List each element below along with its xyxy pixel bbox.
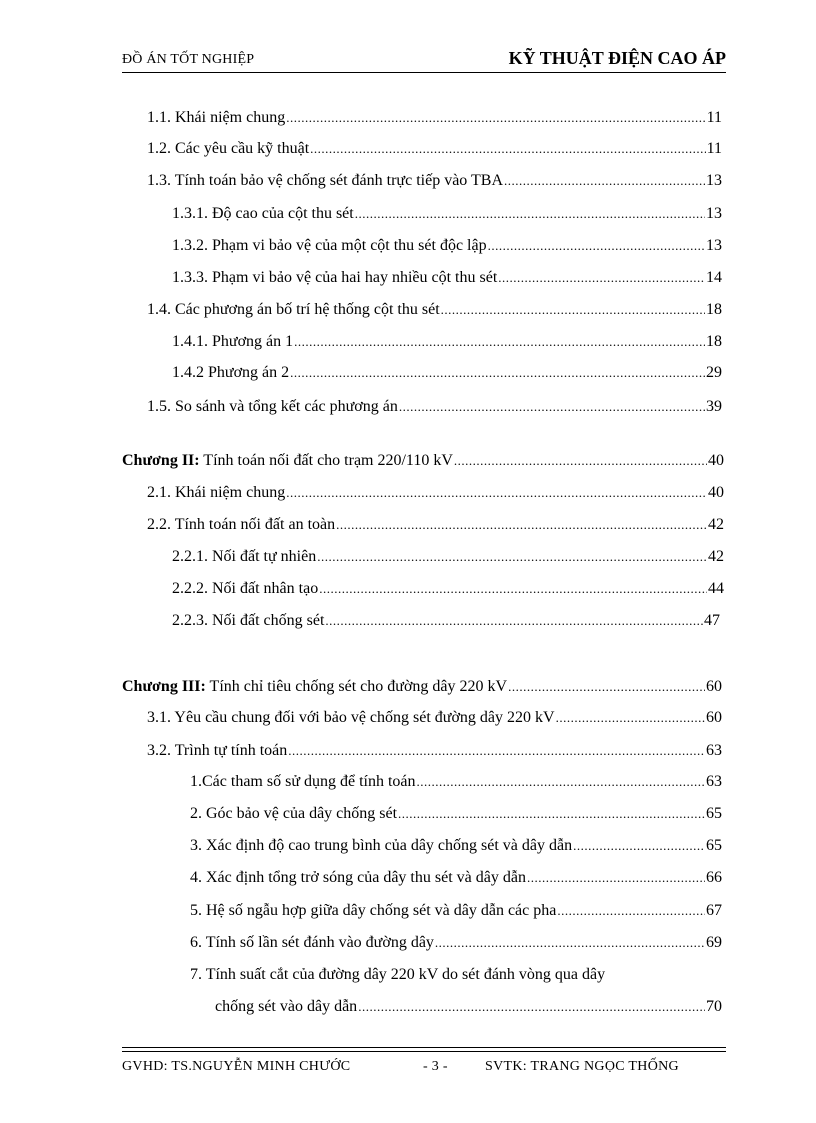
leader-dots <box>398 806 705 822</box>
toc-entry <box>147 742 722 760</box>
toc-entry <box>172 205 722 223</box>
toc-entry-page: 47 <box>704 612 720 629</box>
toc-entry <box>147 140 722 158</box>
leader-dots <box>417 774 705 790</box>
toc-entry <box>190 837 722 855</box>
toc-entry <box>172 364 722 382</box>
toc-entry-label: Chương II: Tính toán nối đất cho trạm 220/110 kV <box>122 452 453 469</box>
toc-entry <box>190 869 722 887</box>
toc-entry <box>147 516 724 534</box>
header-left: ĐỒ ÁN TỐT NGHIỆP <box>122 52 255 67</box>
toc-entry-label: 1.4.1. Phương án 1 <box>172 333 294 350</box>
toc-entry-label: 2. Góc bảo vệ của dây chống sét <box>190 805 398 822</box>
toc-entry-label: 1.1. Khái niệm chung <box>147 109 286 126</box>
toc-entry <box>147 109 722 127</box>
toc-entry-page: 69 <box>706 934 722 951</box>
toc-entry-page: 11 <box>706 140 722 157</box>
toc-entry-label: 7. Tính suất cắt của đường dây 220 kV do sét đánh vòng qua dây <box>190 966 606 983</box>
leader-dots <box>294 334 705 350</box>
toc-entry <box>172 580 724 598</box>
toc-entry <box>190 934 722 952</box>
leader-dots <box>527 870 705 886</box>
leader-dots <box>310 141 705 157</box>
toc-entry-page: 63 <box>706 773 722 790</box>
toc-entry-page: 65 <box>706 805 722 822</box>
leader-dots <box>557 903 705 919</box>
toc-entry-page: 60 <box>706 709 722 726</box>
header-rule <box>122 72 726 73</box>
toc-entry <box>215 998 722 1016</box>
toc-entry-page: 39 <box>706 398 722 415</box>
toc-entry-page: 65 <box>706 837 722 854</box>
leader-dots <box>336 517 707 533</box>
leader-dots <box>288 743 705 759</box>
toc-entry-page: 66 <box>706 869 722 886</box>
leader-dots <box>358 999 705 1015</box>
toc-entry-page: 44 <box>708 580 724 597</box>
toc-entry-label: 1.2. Các yêu cầu kỹ thuật <box>147 140 310 157</box>
header-right: KỸ THUẬT ĐIỆN CAO ÁP <box>508 48 726 68</box>
toc-entry-page: 42 <box>708 548 724 565</box>
toc-entry-label: 1.5. So sánh và tổng kết các phương án <box>147 398 398 415</box>
toc-entry-label: 3. Xác định độ cao trung bình của dây chống sét và dây dẫn <box>190 837 573 854</box>
leader-dots <box>454 453 707 469</box>
toc-entry-page: 70 <box>706 998 722 1015</box>
leader-dots <box>504 173 705 189</box>
toc-entry-label: 6. Tính số lần sét đánh vào đường dây <box>190 934 434 951</box>
toc-entry <box>147 484 724 502</box>
toc-entry-page: 14 <box>706 269 722 286</box>
toc-entry-label: 1.3.1. Độ cao của cột thu sét <box>172 205 354 222</box>
toc-entry-label: 1.3.2. Phạm vi bảo vệ của một cột thu sét độc lập <box>172 237 487 254</box>
leader-dots <box>286 110 705 126</box>
toc-entry-page: 18 <box>706 333 722 350</box>
toc-entry-label: Chương III: Tính chỉ tiêu chống sét cho đường dây 220 kV <box>122 678 508 695</box>
leader-dots <box>488 238 705 254</box>
toc-entry-page: 13 <box>706 205 722 222</box>
toc-entry <box>172 237 722 255</box>
toc-entry-label: 1.Các tham số sử dụng để tính toán <box>190 773 416 790</box>
footer-student: SVTK: TRANG NGỌC THỐNG <box>485 1059 679 1074</box>
toc-entry-label: 4. Xác định tổng trở sóng của dây thu sét và dây dẫn <box>190 869 526 886</box>
toc-entry <box>147 709 722 727</box>
leader-dots <box>319 581 707 597</box>
toc-entry-page: 13 <box>706 237 722 254</box>
leader-dots <box>573 838 705 854</box>
toc-entry-page: 60 <box>706 678 722 695</box>
toc-entry-label: 2.2. Tính toán nối đất an toàn <box>147 516 336 533</box>
toc-entry-label: 3.1. Yêu cầu chung đối với bảo vệ chống sét đường dây 220 kV <box>147 709 555 726</box>
toc-entry-page: 13 <box>706 172 722 189</box>
toc-entry-page: 29 <box>706 364 722 381</box>
toc-entry-label: 5. Hệ số ngẫu hợp giữa dây chống sét và dây dẫn các pha <box>190 902 557 919</box>
leader-dots <box>355 206 705 222</box>
leader-dots <box>286 485 707 501</box>
chapter-prefix: Chương II: <box>122 452 200 469</box>
footer-advisor: GVHD: TS.NGUYỄN MINH CHƯỚC <box>122 1059 351 1074</box>
toc-entry-label: 1.4.2 Phương án 2 <box>172 364 290 381</box>
leader-dots <box>441 302 705 318</box>
toc-entry-page: 40 <box>708 452 724 469</box>
toc-entry <box>147 398 722 416</box>
toc-entry <box>147 172 722 190</box>
toc-entry-page: 11 <box>706 109 722 126</box>
toc-entry-label: 2.2.1. Nối đất tự nhiên <box>172 548 317 565</box>
leader-dots <box>399 399 705 415</box>
toc-entry <box>172 548 724 566</box>
toc-entry-page: 18 <box>706 301 722 318</box>
toc-entry <box>147 301 722 319</box>
toc-entry <box>190 805 722 823</box>
toc-entry <box>190 773 722 791</box>
leader-dots <box>498 270 705 286</box>
toc-entry <box>122 452 724 470</box>
toc-entry-label: 2.1. Khái niệm chung <box>147 484 286 501</box>
toc-entry-label: 1.4. Các phương án bố trí hệ thống cột thu sét <box>147 301 440 318</box>
leader-dots <box>435 935 705 951</box>
toc-entry-page: 63 <box>706 742 722 759</box>
toc-entry-page: 67 <box>706 902 722 919</box>
footer-page-number: - 3 - <box>423 1059 448 1074</box>
leader-dots <box>508 679 705 695</box>
toc-entry <box>190 966 605 984</box>
toc-entry-page: 42 <box>708 516 724 533</box>
footer-rule-1 <box>122 1047 726 1048</box>
toc-entry-label: 1.3. Tính toán bảo vệ chống sét đánh trực tiếp vào TBA <box>147 172 504 189</box>
leader-dots <box>290 365 705 381</box>
toc-entry-label: 2.2.2. Nối đất nhân tạo <box>172 580 319 597</box>
toc-entry <box>190 902 722 920</box>
toc-entry-page: 40 <box>708 484 724 501</box>
toc-entry <box>172 612 720 630</box>
toc-entry <box>172 269 722 287</box>
toc-entry <box>172 333 722 351</box>
toc-entry <box>122 678 722 696</box>
leader-dots <box>556 710 705 726</box>
toc-entry-label: chống sét vào dây dẫn <box>215 998 358 1015</box>
leader-dots <box>317 549 707 565</box>
toc-entry-label: 2.2.3. Nối đất chống sét <box>172 612 325 629</box>
leader-dots <box>325 613 703 629</box>
toc-entry-label: 1.3.3. Phạm vi bảo vệ của hai hay nhiều cột thu sét <box>172 269 498 286</box>
chapter-prefix: Chương III: <box>122 678 206 695</box>
footer-rule-2 <box>122 1051 726 1052</box>
toc-entry-label: 3.2. Trình tự tính toán <box>147 742 288 759</box>
